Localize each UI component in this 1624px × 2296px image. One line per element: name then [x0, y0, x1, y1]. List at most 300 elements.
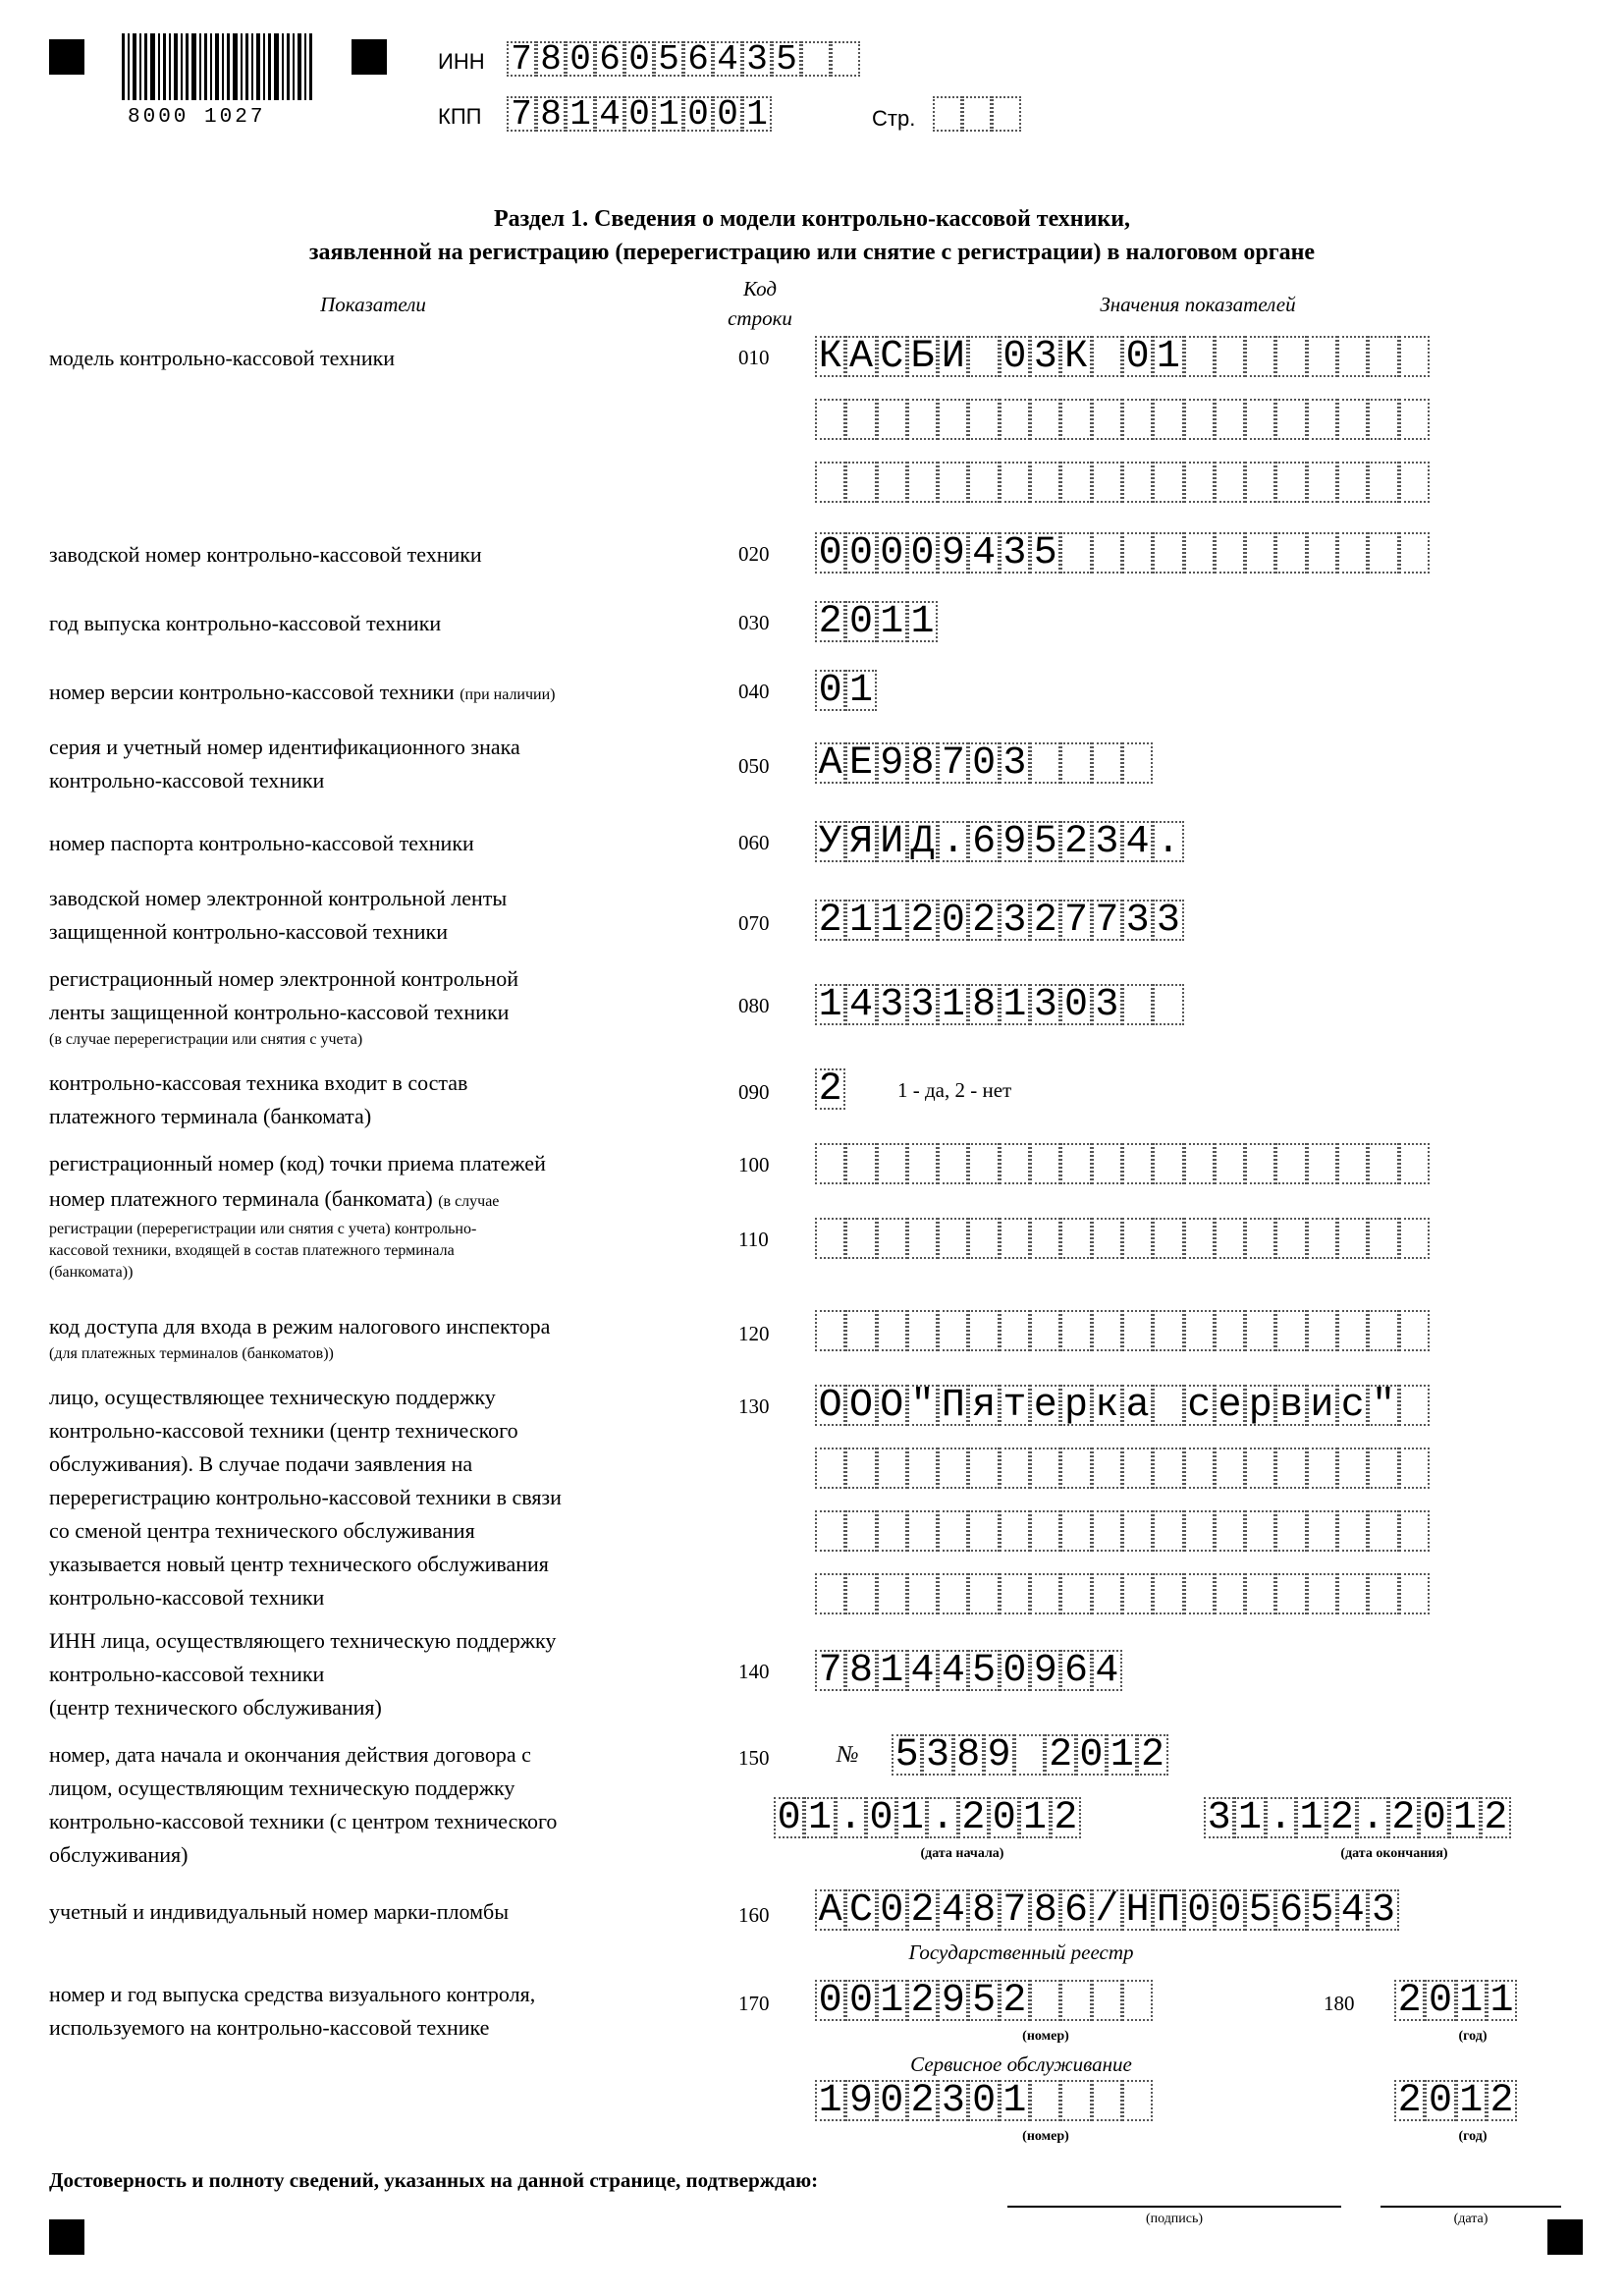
char-cell: 4 — [595, 96, 624, 132]
char-cell — [845, 1310, 876, 1351]
char-cell — [1275, 1448, 1306, 1489]
char-cell — [1153, 1573, 1183, 1614]
char-cell: 6 — [968, 821, 999, 862]
id-sign-number — [815, 742, 1153, 784]
char-cell — [1153, 1143, 1183, 1184]
char-cell — [1275, 1218, 1306, 1259]
char-cell — [845, 1573, 876, 1614]
char-cell — [815, 1510, 845, 1552]
char-cell: 5 — [968, 1650, 999, 1691]
char-cell: 3 — [1122, 900, 1153, 941]
char-cell: 6 — [1275, 1889, 1306, 1931]
char-cell — [877, 399, 907, 440]
char-cell: 0 — [877, 2080, 907, 2121]
char-cell: 2 — [815, 1068, 845, 1110]
char-cell — [815, 1218, 845, 1259]
char-cell — [877, 1143, 907, 1184]
char-cell — [907, 462, 938, 503]
contract-number — [892, 1734, 1168, 1776]
char-cell — [1030, 1510, 1060, 1552]
char-cell — [815, 1573, 845, 1614]
char-cell — [1000, 1310, 1030, 1351]
char-cell: Б — [907, 336, 938, 377]
char-cell: Е — [845, 742, 876, 784]
char-cell — [1030, 462, 1060, 503]
char-cell — [1337, 462, 1368, 503]
char-cell — [938, 1218, 968, 1259]
number-sign: № — [837, 1742, 859, 1768]
char-cell — [938, 1448, 968, 1489]
char-cell — [1122, 532, 1153, 574]
char-cell: 3 — [1030, 336, 1060, 377]
char-cell: 4 — [1092, 1650, 1122, 1691]
char-cell: Я — [845, 821, 876, 862]
char-cell: 1 — [1456, 1980, 1487, 2021]
char-cell: 4 — [845, 984, 876, 1025]
char-cell: р — [1245, 1385, 1275, 1426]
char-cell: 3 — [1204, 1797, 1234, 1838]
code-040: 040 — [738, 680, 770, 703]
char-cell: 7 — [1092, 900, 1122, 941]
char-cell — [1092, 1310, 1122, 1351]
char-cell — [1092, 1143, 1122, 1184]
char-cell: 0 — [713, 96, 742, 132]
char-cell: 3 — [938, 2080, 968, 2121]
char-cell — [907, 1510, 938, 1552]
char-cell — [1275, 1510, 1306, 1552]
section-title-line2: заявленной на регистрацию (перерегистрацию или снятие с регистрации) в налоговом органе — [308, 240, 1316, 265]
year-of-issue — [815, 601, 938, 642]
part-of-terminal — [815, 1068, 845, 1110]
char-cell — [933, 96, 962, 132]
char-cell: 0 — [845, 601, 876, 642]
code-130: 130 — [738, 1394, 770, 1418]
char-cell — [1122, 1448, 1153, 1489]
char-cell: Н — [1122, 1889, 1153, 1931]
char-cell — [1275, 532, 1306, 574]
char-cell — [968, 1218, 999, 1259]
char-cell: 3 — [1030, 984, 1060, 1025]
char-cell: 0 — [1060, 984, 1091, 1025]
char-cell — [1092, 399, 1122, 440]
contract-start-date — [774, 1797, 1081, 1838]
char-cell: 5 — [1030, 821, 1060, 862]
char-cell: 8 — [968, 1889, 999, 1931]
char-cell: . — [927, 1797, 957, 1838]
char-cell — [1030, 1573, 1060, 1614]
passport-number — [815, 821, 1184, 862]
char-cell: 7 — [938, 742, 968, 784]
label-090: контрольно-кассовая техника входит в состав платежного терминала (банкомата) — [49, 1070, 468, 1128]
terminal-number — [815, 1218, 1430, 1255]
char-cell — [968, 1573, 999, 1614]
char-cell: 1 — [1107, 1734, 1137, 1776]
char-cell: 1 — [566, 96, 595, 132]
char-cell: 3 — [1368, 1889, 1398, 1931]
char-cell — [1000, 1143, 1030, 1184]
char-cell: 4 — [968, 532, 999, 574]
char-cell — [1215, 532, 1245, 574]
char-cell — [1060, 1980, 1091, 2021]
char-cell: 2 — [1326, 1797, 1357, 1838]
char-cell: 4 — [907, 1650, 938, 1691]
label-020: заводской номер контрольно-кассовой техники — [49, 542, 482, 567]
char-cell: 8 — [968, 984, 999, 1025]
char-cell: 4 — [938, 1650, 968, 1691]
char-cell — [1337, 1218, 1368, 1259]
char-cell — [815, 1448, 845, 1489]
char-cell — [1307, 1143, 1337, 1184]
char-cell: 0 — [624, 96, 654, 132]
page-label: Стр. — [872, 106, 916, 131]
char-cell — [1275, 336, 1306, 377]
char-cell — [1368, 1218, 1398, 1259]
char-cell — [1092, 2080, 1122, 2121]
char-cell — [1153, 1510, 1183, 1552]
service-center-line3 — [815, 1510, 1430, 1548]
code-180: 180 — [1324, 1992, 1355, 2015]
char-cell: 1 — [1019, 1797, 1050, 1838]
char-cell: 9 — [877, 742, 907, 784]
char-cell: 2 — [815, 601, 845, 642]
char-cell: 9 — [984, 1734, 1014, 1776]
char-cell — [1092, 1218, 1122, 1259]
char-cell: 0 — [1419, 1797, 1449, 1838]
char-cell — [1215, 336, 1245, 377]
char-cell: 1 — [804, 1797, 835, 1838]
char-cell — [992, 96, 1021, 132]
char-cell: 8 — [536, 96, 566, 132]
char-cell — [1060, 532, 1091, 574]
char-cell — [1368, 462, 1398, 503]
code-100: 100 — [738, 1153, 770, 1176]
char-cell: 6 — [1060, 1889, 1091, 1931]
char-cell — [1215, 1510, 1245, 1552]
char-cell — [1399, 1385, 1430, 1426]
char-cell: . — [1357, 1797, 1387, 1838]
char-cell — [1000, 1448, 1030, 1489]
model-line2 — [815, 399, 1430, 436]
char-cell — [1122, 984, 1153, 1025]
label-040: номер версии контрольно-кассовой техники (при наличии) — [49, 680, 556, 704]
char-cell: с — [1184, 1385, 1215, 1426]
char-cell: 5 — [654, 41, 683, 77]
char-cell: 3 — [877, 984, 907, 1025]
char-cell — [1184, 462, 1215, 503]
code-020: 020 — [738, 542, 770, 566]
char-cell — [1000, 1218, 1030, 1259]
service-number — [815, 2080, 1153, 2121]
char-cell: 2 — [907, 900, 938, 941]
char-cell: 3 — [1092, 984, 1122, 1025]
char-cell — [907, 1218, 938, 1259]
visual-control-number — [815, 1980, 1153, 2021]
char-cell: А — [815, 1889, 845, 1931]
kpp-label: КПП — [438, 104, 482, 129]
char-cell: 2 — [958, 1797, 989, 1838]
char-cell: 9 — [938, 1980, 968, 2021]
char-cell — [877, 1510, 907, 1552]
char-cell: 5 — [968, 1980, 999, 2021]
char-cell: 1 — [907, 601, 938, 642]
char-cell: 0 — [774, 1797, 804, 1838]
char-cell: 0 — [624, 41, 654, 77]
char-cell — [1030, 1218, 1060, 1259]
char-cell: 0 — [968, 2080, 999, 2121]
char-cell — [1399, 1143, 1430, 1184]
col-code-2: строки — [728, 306, 792, 330]
char-cell — [1399, 399, 1430, 440]
col-values: Значения показателей — [1100, 293, 1296, 316]
char-cell: 2 — [1487, 2080, 1517, 2121]
char-cell: 0 — [907, 532, 938, 574]
corner-mark-bottom-left — [49, 2219, 84, 2255]
char-cell: 9 — [1030, 1650, 1060, 1691]
char-cell — [1337, 336, 1368, 377]
char-cell: 6 — [1060, 1650, 1091, 1691]
char-cell: 0 — [989, 1797, 1019, 1838]
char-cell: 2 — [1030, 900, 1060, 941]
char-cell — [1399, 336, 1430, 377]
char-cell — [1275, 462, 1306, 503]
label-060: номер паспорта контрольно-кассовой техники — [49, 831, 474, 855]
label-140: ИНН лица, осуществляющего техническую поддержку контрольно-кассовой техники (центр технического обслуживания) — [49, 1628, 557, 1720]
eklz-reg-number — [815, 984, 1184, 1025]
label-050: серия и учетный номер идентификационного знака контрольно-кассовой техники — [49, 735, 520, 793]
char-cell: 0 — [866, 1797, 896, 1838]
char-cell: 1 — [742, 96, 772, 132]
char-cell: И — [877, 821, 907, 862]
char-cell — [1184, 1310, 1215, 1351]
char-cell: 0 — [1184, 1889, 1215, 1931]
number-caption: (номер) — [1022, 2029, 1069, 2044]
char-cell — [1060, 462, 1091, 503]
char-cell — [968, 1448, 999, 1489]
start-date-caption: (дата начала) — [920, 1846, 1004, 1861]
char-cell: 1 — [1000, 2080, 1030, 2121]
char-cell — [1337, 399, 1368, 440]
char-cell — [1122, 1310, 1153, 1351]
char-cell: 8 — [845, 1650, 876, 1691]
char-cell — [845, 1218, 876, 1259]
char-cell: 7 — [507, 96, 536, 132]
char-cell: 4 — [1122, 821, 1153, 862]
char-cell: я — [968, 1385, 999, 1426]
char-cell: 1 — [877, 900, 907, 941]
char-cell — [1399, 532, 1430, 574]
eklz-serial — [815, 900, 1184, 941]
code-030: 030 — [738, 611, 770, 634]
char-cell: . — [938, 821, 968, 862]
char-cell — [1307, 1218, 1337, 1259]
char-cell — [1030, 1980, 1060, 2021]
label-160: учетный и индивидуальный номер марки-пломбы — [49, 1899, 510, 1924]
char-cell — [1368, 1310, 1398, 1351]
char-cell — [1184, 399, 1215, 440]
char-cell — [1184, 336, 1215, 377]
char-cell: 3 — [1000, 532, 1030, 574]
char-cell: т — [1000, 1385, 1030, 1426]
corner-mark-top-right — [352, 39, 387, 75]
char-cell — [1399, 1573, 1430, 1614]
char-cell: 1 — [896, 1797, 927, 1838]
barcode — [122, 33, 314, 100]
label-110: номер платежного терминала (банкомата) (в случае регистрации (перерегистрации или снятия с учета) контрольно- кассовой техники, входящей в состав платежного терминала (банкомата)) — [49, 1186, 500, 1281]
char-cell: р — [1060, 1385, 1091, 1426]
char-cell: И — [938, 336, 968, 377]
char-cell — [1060, 1310, 1091, 1351]
char-cell — [938, 1573, 968, 1614]
char-cell: к — [1092, 1385, 1122, 1426]
char-cell: 4 — [1337, 1889, 1368, 1931]
char-cell — [1092, 1573, 1122, 1614]
inn-label: ИНН — [438, 49, 485, 74]
char-cell — [1275, 1310, 1306, 1351]
char-cell: 1 — [1456, 2080, 1487, 2121]
serial-number — [815, 532, 1430, 574]
char-cell — [1307, 462, 1337, 503]
char-cell: 2 — [907, 2080, 938, 2121]
char-cell: 3 — [922, 1734, 952, 1776]
char-cell — [907, 1448, 938, 1489]
char-cell — [1092, 532, 1122, 574]
label-030: год выпуска контрольно-кассовой техники — [49, 611, 442, 635]
char-cell: 0 — [683, 96, 713, 132]
code-120: 120 — [738, 1322, 770, 1345]
char-cell — [1060, 1448, 1091, 1489]
char-cell: 9 — [1000, 821, 1030, 862]
char-cell — [845, 399, 876, 440]
char-cell — [1000, 1573, 1030, 1614]
char-cell: 2 — [907, 1889, 938, 1931]
char-cell — [845, 1448, 876, 1489]
char-cell — [1092, 1448, 1122, 1489]
code-070: 070 — [738, 911, 770, 935]
char-cell — [1153, 1310, 1183, 1351]
char-cell: 1 — [1296, 1797, 1326, 1838]
char-cell — [1368, 1448, 1398, 1489]
char-cell — [968, 1143, 999, 1184]
yes-no-hint: 1 - да, 2 - нет — [897, 1078, 1012, 1102]
model-line1 — [815, 336, 1430, 377]
char-cell: а — [1122, 1385, 1153, 1426]
date-line — [1380, 2206, 1561, 2208]
char-cell: 1 — [1234, 1797, 1265, 1838]
contract-end-date — [1204, 1797, 1511, 1838]
label-120: код доступа для входа в режим налогового инспектора (для платежных терминалов (банкоматов)) — [49, 1314, 551, 1362]
char-cell — [845, 462, 876, 503]
service-caption: Сервисное обслуживание — [910, 2052, 1132, 2076]
char-cell — [1215, 1448, 1245, 1489]
char-cell — [1122, 462, 1153, 503]
char-cell — [1275, 1573, 1306, 1614]
code-090: 090 — [738, 1080, 770, 1104]
char-cell: 1 — [845, 900, 876, 941]
char-cell: 1 — [845, 670, 876, 711]
char-cell — [1153, 1218, 1183, 1259]
char-cell: 0 — [1076, 1734, 1107, 1776]
char-cell — [1245, 1510, 1275, 1552]
char-cell: 0 — [877, 1889, 907, 1931]
char-cell: 0 — [1215, 1889, 1245, 1931]
char-cell — [1122, 1218, 1153, 1259]
char-cell: О — [845, 1385, 876, 1426]
char-cell: С — [877, 336, 907, 377]
char-cell — [1399, 1310, 1430, 1351]
char-cell: А — [815, 742, 845, 784]
char-cell: 3 — [1000, 900, 1030, 941]
char-cell — [1030, 1310, 1060, 1351]
char-cell: 8 — [953, 1734, 984, 1776]
char-cell — [877, 1448, 907, 1489]
char-cell — [938, 1143, 968, 1184]
char-cell — [1337, 1143, 1368, 1184]
char-cell — [1215, 399, 1245, 440]
char-cell — [845, 1143, 876, 1184]
char-cell: 2 — [1045, 1734, 1075, 1776]
char-cell: 5 — [1245, 1889, 1275, 1931]
char-cell — [1000, 1510, 1030, 1552]
char-cell — [1122, 1143, 1153, 1184]
char-cell — [1245, 462, 1275, 503]
char-cell: 6 — [683, 41, 713, 77]
char-cell — [815, 399, 845, 440]
char-cell — [1092, 1980, 1122, 2021]
signature-line — [1007, 2206, 1341, 2208]
char-cell — [1030, 2080, 1060, 2121]
version-number — [815, 670, 877, 711]
char-cell — [1030, 399, 1060, 440]
char-cell — [1184, 1448, 1215, 1489]
date-caption: (дата) — [1453, 2212, 1489, 2226]
page-boxes — [933, 96, 1021, 134]
char-cell — [1122, 1510, 1153, 1552]
char-cell: 2 — [1051, 1797, 1081, 1838]
char-cell — [1060, 742, 1091, 784]
inspector-access-code — [815, 1310, 1430, 1347]
char-cell — [1245, 1448, 1275, 1489]
char-cell: 2 — [1394, 1980, 1425, 2021]
char-cell: 0 — [1000, 1650, 1030, 1691]
service-center-line2 — [815, 1448, 1430, 1485]
char-cell: 0 — [815, 1980, 845, 2021]
char-cell — [1245, 399, 1275, 440]
char-cell — [1060, 1573, 1091, 1614]
col-code-1: Код — [743, 277, 777, 301]
char-cell: О — [815, 1385, 845, 1426]
char-cell: 1 — [1153, 336, 1183, 377]
char-cell — [877, 1310, 907, 1351]
char-cell — [1245, 1218, 1275, 1259]
year-caption: (год) — [1458, 2029, 1488, 2044]
kpp-boxes — [507, 96, 772, 134]
char-cell — [1030, 1448, 1060, 1489]
service-year — [1394, 2080, 1517, 2121]
char-cell — [1215, 1143, 1245, 1184]
char-cell — [1337, 1510, 1368, 1552]
char-cell: 5 — [772, 41, 801, 77]
char-cell — [1307, 1310, 1337, 1351]
char-cell — [1184, 1218, 1215, 1259]
char-cell — [1030, 1143, 1060, 1184]
char-cell: 0 — [815, 670, 845, 711]
label-100: регистрационный номер (код) точки приема платежей — [49, 1151, 546, 1175]
char-cell — [801, 41, 831, 77]
char-cell — [1122, 2080, 1153, 2121]
char-cell — [831, 41, 860, 77]
char-cell: 0 — [1122, 336, 1153, 377]
char-cell: А — [845, 336, 876, 377]
